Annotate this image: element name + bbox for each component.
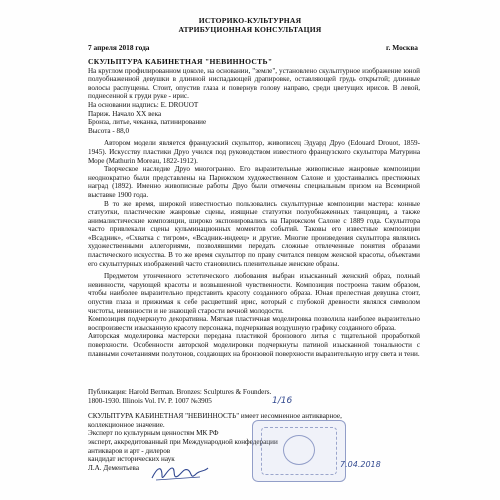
object-height: Высота - 88,0 [88, 126, 130, 135]
document-header [0, 16, 500, 34]
conclusion-line-2: коллекционное значение. [88, 420, 165, 429]
handwritten-date: 7.04.2018 [340, 460, 381, 469]
header-line-2: АТРИБУЦИОННАЯ КОНСУЛЬТАЦИЯ [178, 25, 322, 35]
paragraph-decorative: Композиция подчеркнуто декоративна. Мягкая пластичная моделировка позволила наиболее выразительно воспроизвести изысканную красоту персонажа, подчеркивая воздушную графику созданного образа. [88, 315, 420, 332]
header-line-1: ИСТОРИКО-КУЛЬТУРНАЯ [198, 16, 302, 25]
signature-icon [150, 462, 210, 484]
conclusion-line-1: СКУЛЬПТУРА КАБИНЕТНАЯ "НЕВИННОСТЬ" имеет несомненное антикварное, [88, 412, 342, 421]
official-stamp [252, 420, 346, 482]
expert-name: Л.А. Дементьева [88, 463, 139, 472]
paragraph-legacy: Творческое наследие Друо многогранно. Его выразительные живописные жанровые композиции неоднократно были представлены на Парижском художественном Салоне и удостаивались престижных наград (1892). Именно живописные работы Друо были отмечены специальным призом на Всемирной выставке 1900 года. [88, 165, 420, 199]
expert-line-2: эксперт, аккредитованный при Международной конфедерации [88, 437, 278, 446]
object-title: СКУЛЬПТУРА КАБИНЕТНАЯ "НЕВИННОСТЬ" [88, 57, 273, 66]
stamp-seal-icon [283, 435, 315, 465]
expert-line-4: кандидат исторических наук [88, 455, 175, 464]
object-description: На круглом профилированном цоколе, на основании, "земле", установлено скульптурное изображение юной полуобнаженной девушки в длинной ниспадающей драпировке, оставляющей грудь открытой; длинные волосы распущены. Стоит, опустив глаза и повернув голову направо, среди цветущих ирисов. В левой, поднесенной к груди руке - ирис. [88, 66, 420, 101]
document-city: г. Москва [385, 43, 418, 52]
paragraph-author: Автором модели является французский скульптор, живописец Эдуард Друо (Edouard Drouot, 1859-1945). Искусству пластики Друо учился под руководством известного французского скульптора Матурина Море (Mathurin Moreau, 1822-1912). [88, 139, 420, 165]
date-line [88, 44, 418, 53]
paragraph-modelling: Авторская моделировка мастерски передана пластикой бронзового литья с тщательной проработкой поверхности. Особенности авторской моделировки подчеркнуты патиной изысканной тональности с плавными сочетаниями полутонов, создающих на бронзовой поверхности выразительную игру света и тени. [88, 332, 420, 358]
object-material: Бронза, литье, чеканка, патинирование [88, 118, 207, 127]
paragraph-sculpture-works: В то же время, широкой известностью пользовались скульптурные композиции мастера: конные статуэтки, пластические жанровые сцены, изящные статуэтки полуобнаженных танцовщиц, а также анималистические композиции, широко экспонировались на Парижском Салоне с 1889 года. Скульптора часто привлекали сцены кульминационных моментов событий. Таковы его известные композиции «Всадник», «Схватка с тигром», «Всадник-индеец» и другие. Многие произведения скульптора являлись художественными аллегориями, позволявшими передать сложные отвлеченные понятия образами пластического искусства. В то же время скульптор по праву считался певцом женской красоты, объектами его скульптурных изображений часто становились пленительные женские образы. [88, 199, 420, 268]
object-origin: Париж. Начало XX века [88, 109, 162, 118]
publication-line-2: 1800-1930. Illinois Vol. IV. P. 1007 №3905 [88, 396, 212, 405]
publication-line-1: Публикация: Harold Berman. Bronzes: Sculptures & Founders. [88, 388, 272, 396]
paragraph-composition: Предметом утонченного эстетического любования выбран изысканный женский образ, полный невинности, чарующей красоты и возвышенной чувственности. Композиция построена таким образом, чтобы наиболее выразительно представить красоту созданного образа. Юная прелестная девушка стоит, опустив глаза и прижимая к себе расцветший ирис, который с глубокой древности являлся символом чистоты, невинности и не знающей старости вечной молодости. [88, 272, 420, 315]
document-date: 7 апреля 2018 года [88, 43, 150, 52]
document-body [88, 58, 420, 358]
object-base-signature: На основании надпись: E. DROUOT [88, 100, 199, 109]
expert-line-1: Эксперт по культурным ценностям МК РФ [88, 429, 219, 438]
expert-line-3: антикваров и арт - дилеров [88, 446, 171, 455]
handwritten-note: 1/16 [272, 396, 293, 406]
